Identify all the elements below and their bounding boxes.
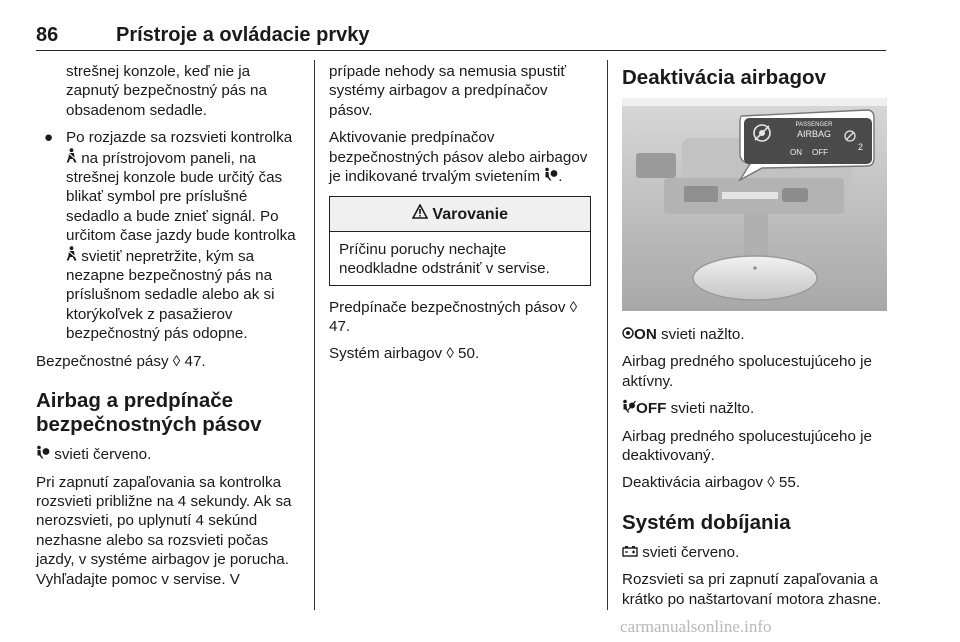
seatbelt-icon xyxy=(66,148,77,168)
column-1 xyxy=(36,62,302,597)
airbag-icon xyxy=(36,445,50,464)
page-title: Prístroje a ovládacie prvky xyxy=(116,24,370,46)
activation-text-2: . xyxy=(558,168,563,186)
airbag-icon xyxy=(544,167,558,186)
charging-status-text: svieti červeno. xyxy=(638,543,740,561)
page-header xyxy=(36,22,886,51)
airbag-off-status: svieti nažlto. xyxy=(666,400,755,418)
photo-on-label: ON xyxy=(790,148,802,157)
airbag-description: Pri zapnutí zapaľovania sa kontrolka rozsvieti približne na 4 sekundy. Ak sa nerozsvieti, po uplynutí 4 sekúnd nezhasne alebo sa rozsvieti počas jazdy, v systéme airbagov je porucha. Vyhľadajte pomoc v servise. V xyxy=(36,473,292,588)
column-divider xyxy=(607,60,608,610)
photo-passenger-label: PASSENGER xyxy=(795,122,833,128)
reference-airbag-system: Systém airbagov ◊ 50. xyxy=(329,345,480,363)
charging-description: Rozsvieti sa pri zapnutí zapaľovania a krátko po naštartovaní motora zhasne. xyxy=(622,571,882,608)
airbag-indicator-photo xyxy=(622,98,887,311)
column-3 xyxy=(622,62,888,617)
airbag-status-text: svieti červeno. xyxy=(50,446,152,464)
warning-title: Varovanie xyxy=(432,206,509,224)
photo-number-label: 2 xyxy=(858,142,864,152)
section-heading-deactivation: Deaktivácia airbagov xyxy=(622,66,826,89)
warning-triangle-icon xyxy=(412,206,428,223)
bullet-text-3: svietiť nepretržite, kým sa nezapne bezpečnostný pás na príslušnom sedadle alebo ak si ktorýkoľvek z pasažierov bezpečnostný pás odopne. xyxy=(66,247,275,343)
watermark: carmanualsonline.info xyxy=(620,617,772,636)
battery-icon xyxy=(622,543,638,562)
column-divider xyxy=(314,60,315,610)
bullet-item xyxy=(36,128,302,343)
airbag-off-line xyxy=(622,399,888,418)
airbag-off-label: OFF xyxy=(636,400,667,418)
seatbelt-icon xyxy=(66,246,77,266)
continued-text: strešnej konzole, keď nie ja zapnutý bezpečnostný pás na obsadenom sedadle. xyxy=(66,63,267,119)
airbag-on-description: Airbag predného spolucestujúceho je aktívny. xyxy=(622,353,872,390)
charging-status-line xyxy=(622,543,888,562)
airbag-off-icon xyxy=(622,399,636,418)
airbag-on-status: svieti nažlto. xyxy=(656,326,745,343)
page-number: 86 xyxy=(36,24,59,46)
airbag-on-icon xyxy=(622,325,634,344)
warning-body: Príčinu poruchy nechajte neodkladne odstrániť v servise. xyxy=(339,240,550,278)
column-2 xyxy=(329,62,591,372)
activation-text-1: Aktivovanie predpínačov bezpečnostných pásov alebo airbagov je indikované trvalým svietením xyxy=(329,129,588,186)
continued-text: prípade nehody sa nemusia spustiť systémy airbagov a predpínačov pásov. xyxy=(329,63,567,119)
reference-pretensioners: Predpínače bezpečnostných pásov ◊ 47. xyxy=(329,298,578,336)
airbag-on-label: ON xyxy=(634,326,657,343)
airbag-status-line xyxy=(36,445,302,464)
warning-header xyxy=(330,197,590,231)
section-heading-charging: Systém dobíjania xyxy=(622,510,791,534)
reference-deactivation: Deaktivácia airbagov ◊ 55. xyxy=(622,474,801,492)
warning-box xyxy=(329,196,591,285)
airbag-off-description: Airbag predného spolucestujúceho je deaktivovaný. xyxy=(622,427,872,465)
section-heading-airbag: Airbag a predpínače bezpečnostných pásov xyxy=(36,389,262,437)
bullet-text-1: Po rozjazde sa rozsvieti kontrolka xyxy=(66,129,293,147)
photo-off-label: OFF xyxy=(812,148,828,157)
airbag-on-line xyxy=(622,325,888,344)
photo-airbag-label: AIRBAG xyxy=(796,129,832,139)
bullet-dot: ● xyxy=(44,129,54,147)
reference-seatbelts: Bezpečnostné pásy ◊ 47. xyxy=(36,352,206,370)
bullet-text-2: na prístrojovom paneli, na strešnej konzole bude určitý čas blikať symbol pre príslušné sedadlo a bude znieť signál. Po určitom čase jazdy bude kontrolka xyxy=(66,149,296,245)
activation-text xyxy=(329,128,591,186)
